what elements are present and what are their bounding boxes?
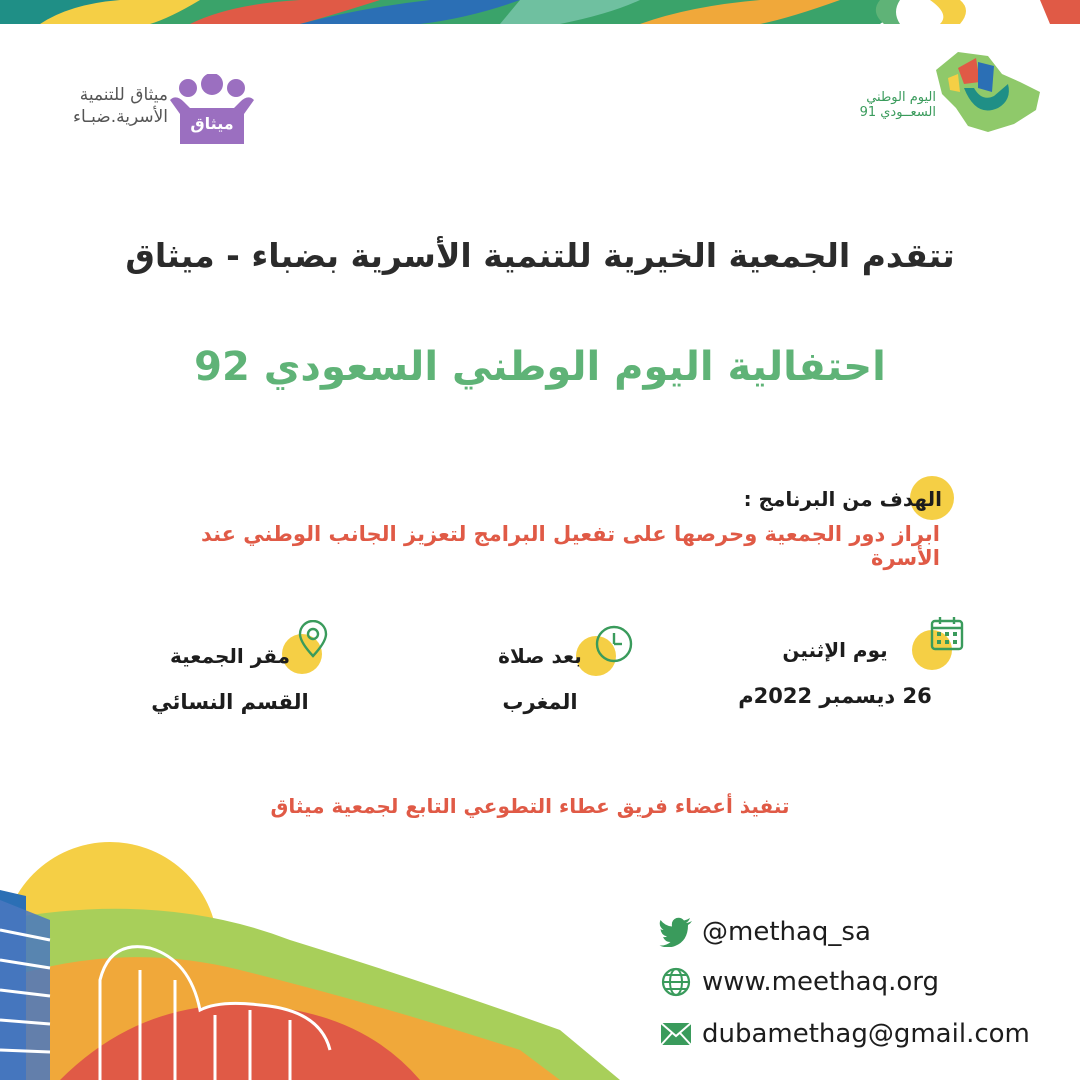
contact-website[interactable]: [658, 966, 1058, 998]
place-block: [140, 644, 320, 714]
meethaq-family-icon: [164, 74, 260, 150]
date-value: 26 ديسمبر 2022م: [738, 684, 932, 708]
logo-left-line1: ميثاق للتنمية: [79, 85, 168, 105]
national-day-logo: [836, 48, 1048, 144]
goal-title: الهدف من البرنامج :: [743, 487, 942, 511]
top-decorative-band: [0, 0, 1080, 24]
goal-text: ابراز دور الجمعية وحرصها على تفعيل البرامج لتعزيز الجانب الوطني عند الأسرة: [200, 522, 940, 570]
globe-icon: [661, 967, 691, 997]
time-value: المغرب: [502, 690, 578, 714]
contact-email[interactable]: [658, 1018, 1058, 1050]
email-address[interactable]: dubamethag@gmail.com: [702, 1019, 1030, 1049]
decorative-landscape: [0, 830, 660, 1080]
logo-left-line2: الأسرية.ضبـاء: [72, 107, 168, 127]
website-url[interactable]: www.meethaq.org: [702, 967, 940, 997]
place-value: القسم النسائي: [151, 690, 309, 714]
time-label: بعد صلاة: [498, 644, 582, 668]
twitter-icon: [659, 917, 693, 947]
logo-right-line2: السعــودي 91: [859, 105, 936, 120]
place-label: مقر الجمعية: [170, 644, 290, 668]
saudi-map-icon: [928, 48, 1048, 144]
logo-badge-text: ميثاق: [190, 114, 234, 133]
date-label: يوم الإثنين: [782, 638, 888, 662]
page-headline: تتقدم الجمعية الخيرية للتنمية الأسرية بضباء - ميثاق: [125, 236, 955, 275]
execution-note: تنفيذ أعضاء فريق عطاء التطوعي التابع لجمعية ميثاق: [270, 794, 790, 818]
date-block: [730, 638, 940, 708]
envelope-icon: [660, 1022, 692, 1046]
contact-twitter[interactable]: [658, 916, 1058, 948]
page-subtitle: احتفالية اليوم الوطني السعودي 92: [194, 344, 886, 390]
logo-right-line1: اليوم الوطني: [866, 90, 936, 105]
meethaq-logo: [40, 74, 280, 152]
time-block: [450, 644, 630, 714]
twitter-handle[interactable]: @methaq_sa: [702, 917, 871, 947]
